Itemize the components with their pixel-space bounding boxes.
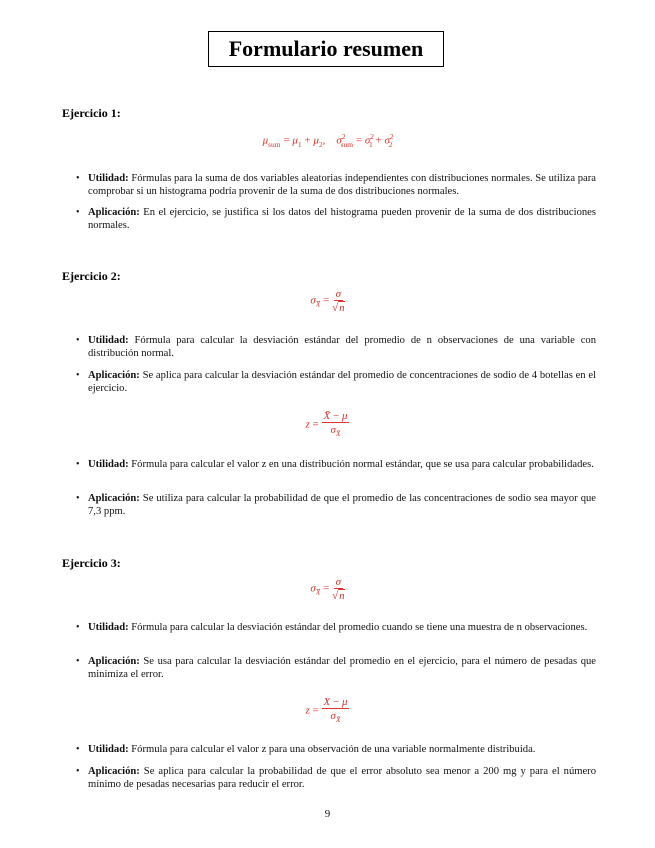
aplicacion-text: Se aplica para calcular la probabilidad de que el error absoluto sea menor a 200 mg y para el número mínimo de pesadas necesarias para reducir el error. [88, 766, 597, 790]
utilidad-text: Fórmulas para la suma de dos variables aleatorias independientes con distribuciones normales. Se utiliza para comprobar si un histograma podría provenir de la suma de dos distribuciones normales. [88, 173, 596, 197]
exercise-1-heading: Ejercicio 1: [62, 106, 121, 120]
exercise-2-utilidad-2 [88, 458, 596, 471]
exercise-3-utilidad-2 [88, 743, 596, 756]
utilidad-text: Fórmula para calcular la desviación estándar del promedio de n observaciones de una variable con distribución normal. [88, 335, 596, 359]
exercise-3-aplicacion-1 [88, 655, 596, 681]
aplicacion-label: Aplicación: [88, 656, 140, 667]
exercise-2-formula-1: $\sigma_{X̄}$ = $\frac{\sigma}{√n}$ [310, 288, 345, 314]
utilidad-label: Utilidad: [88, 173, 129, 184]
utilidad-text: Fórmula para calcular el valor z en una distribución normal estándar, que se usa para calcular probabilidades. [131, 459, 594, 470]
exercise-2-aplicacion-1 [88, 369, 596, 395]
utilidad-label: Utilidad: [88, 622, 129, 633]
exercise-3-utilidad-1 [88, 621, 596, 634]
exercise-1-formula: $\mu_{sum} = \mu_1 + \mu_2$, $\sigma^2_{sum} = \sigma^2_1 + \sigma^2_2$ [262, 132, 394, 149]
aplicacion-label: Aplicación: [88, 493, 140, 504]
aplicacion-label: Aplicación: [88, 207, 140, 218]
page-number: 9 [324, 808, 331, 820]
utilidad-label: Utilidad: [88, 459, 129, 470]
exercise-2-aplicacion-2 [88, 492, 596, 518]
utilidad-label: Utilidad: [88, 335, 129, 346]
aplicacion-text: Se usa para calcular la desviación estándar del promedio en el ejercicio, para el número de pesadas que minimiza el error. [88, 656, 596, 680]
utilidad-label: Utilidad: [88, 744, 129, 755]
exercise-3-formula-1: $\sigma_{X̄}$ = $\frac{\sigma}{√n}$ [310, 576, 345, 602]
page-title: Formulario resumen [208, 31, 444, 67]
exercise-3-formula-2: z = $\frac{X - \mu}{\sigma_{X̄}}$ [305, 696, 348, 725]
utilidad-text: Fórmula para calcular la desviación estándar del promedio cuando se tiene una muestra de n observaciones. [131, 622, 588, 633]
exercise-2-heading: Ejercicio 2: [62, 269, 121, 283]
exercise-1-aplicacion [88, 206, 596, 232]
exercise-2-formula-2: z = $\frac{X̄ - \mu}{\sigma_{X̄}}$ [305, 410, 348, 439]
aplicacion-label: Aplicación: [88, 370, 140, 381]
aplicacion-text: Se aplica para calcular la desviación estándar del promedio de concentraciones de sodio de 4 botellas en el ejercicio. [88, 370, 596, 394]
exercise-3-heading: Ejercicio 3: [62, 556, 121, 570]
exercise-2-utilidad-1 [88, 334, 596, 360]
utilidad-text: Fórmula para calcular el valor z para una observación de una variable normalmente distribuida. [131, 744, 536, 755]
aplicacion-label: Aplicación: [88, 766, 140, 777]
aplicacion-text: Se utiliza para calcular la probabilidad de que el promedio de las concentraciones de sodio sea mayor que 7,3 ppm. [88, 493, 596, 517]
aplicacion-text: En el ejercicio, se justifica si los datos del histograma pueden provenir de la suma de dos distribuciones normales. [88, 207, 597, 231]
exercise-3-aplicacion-2 [88, 765, 596, 791]
exercise-1-utilidad [88, 172, 596, 198]
